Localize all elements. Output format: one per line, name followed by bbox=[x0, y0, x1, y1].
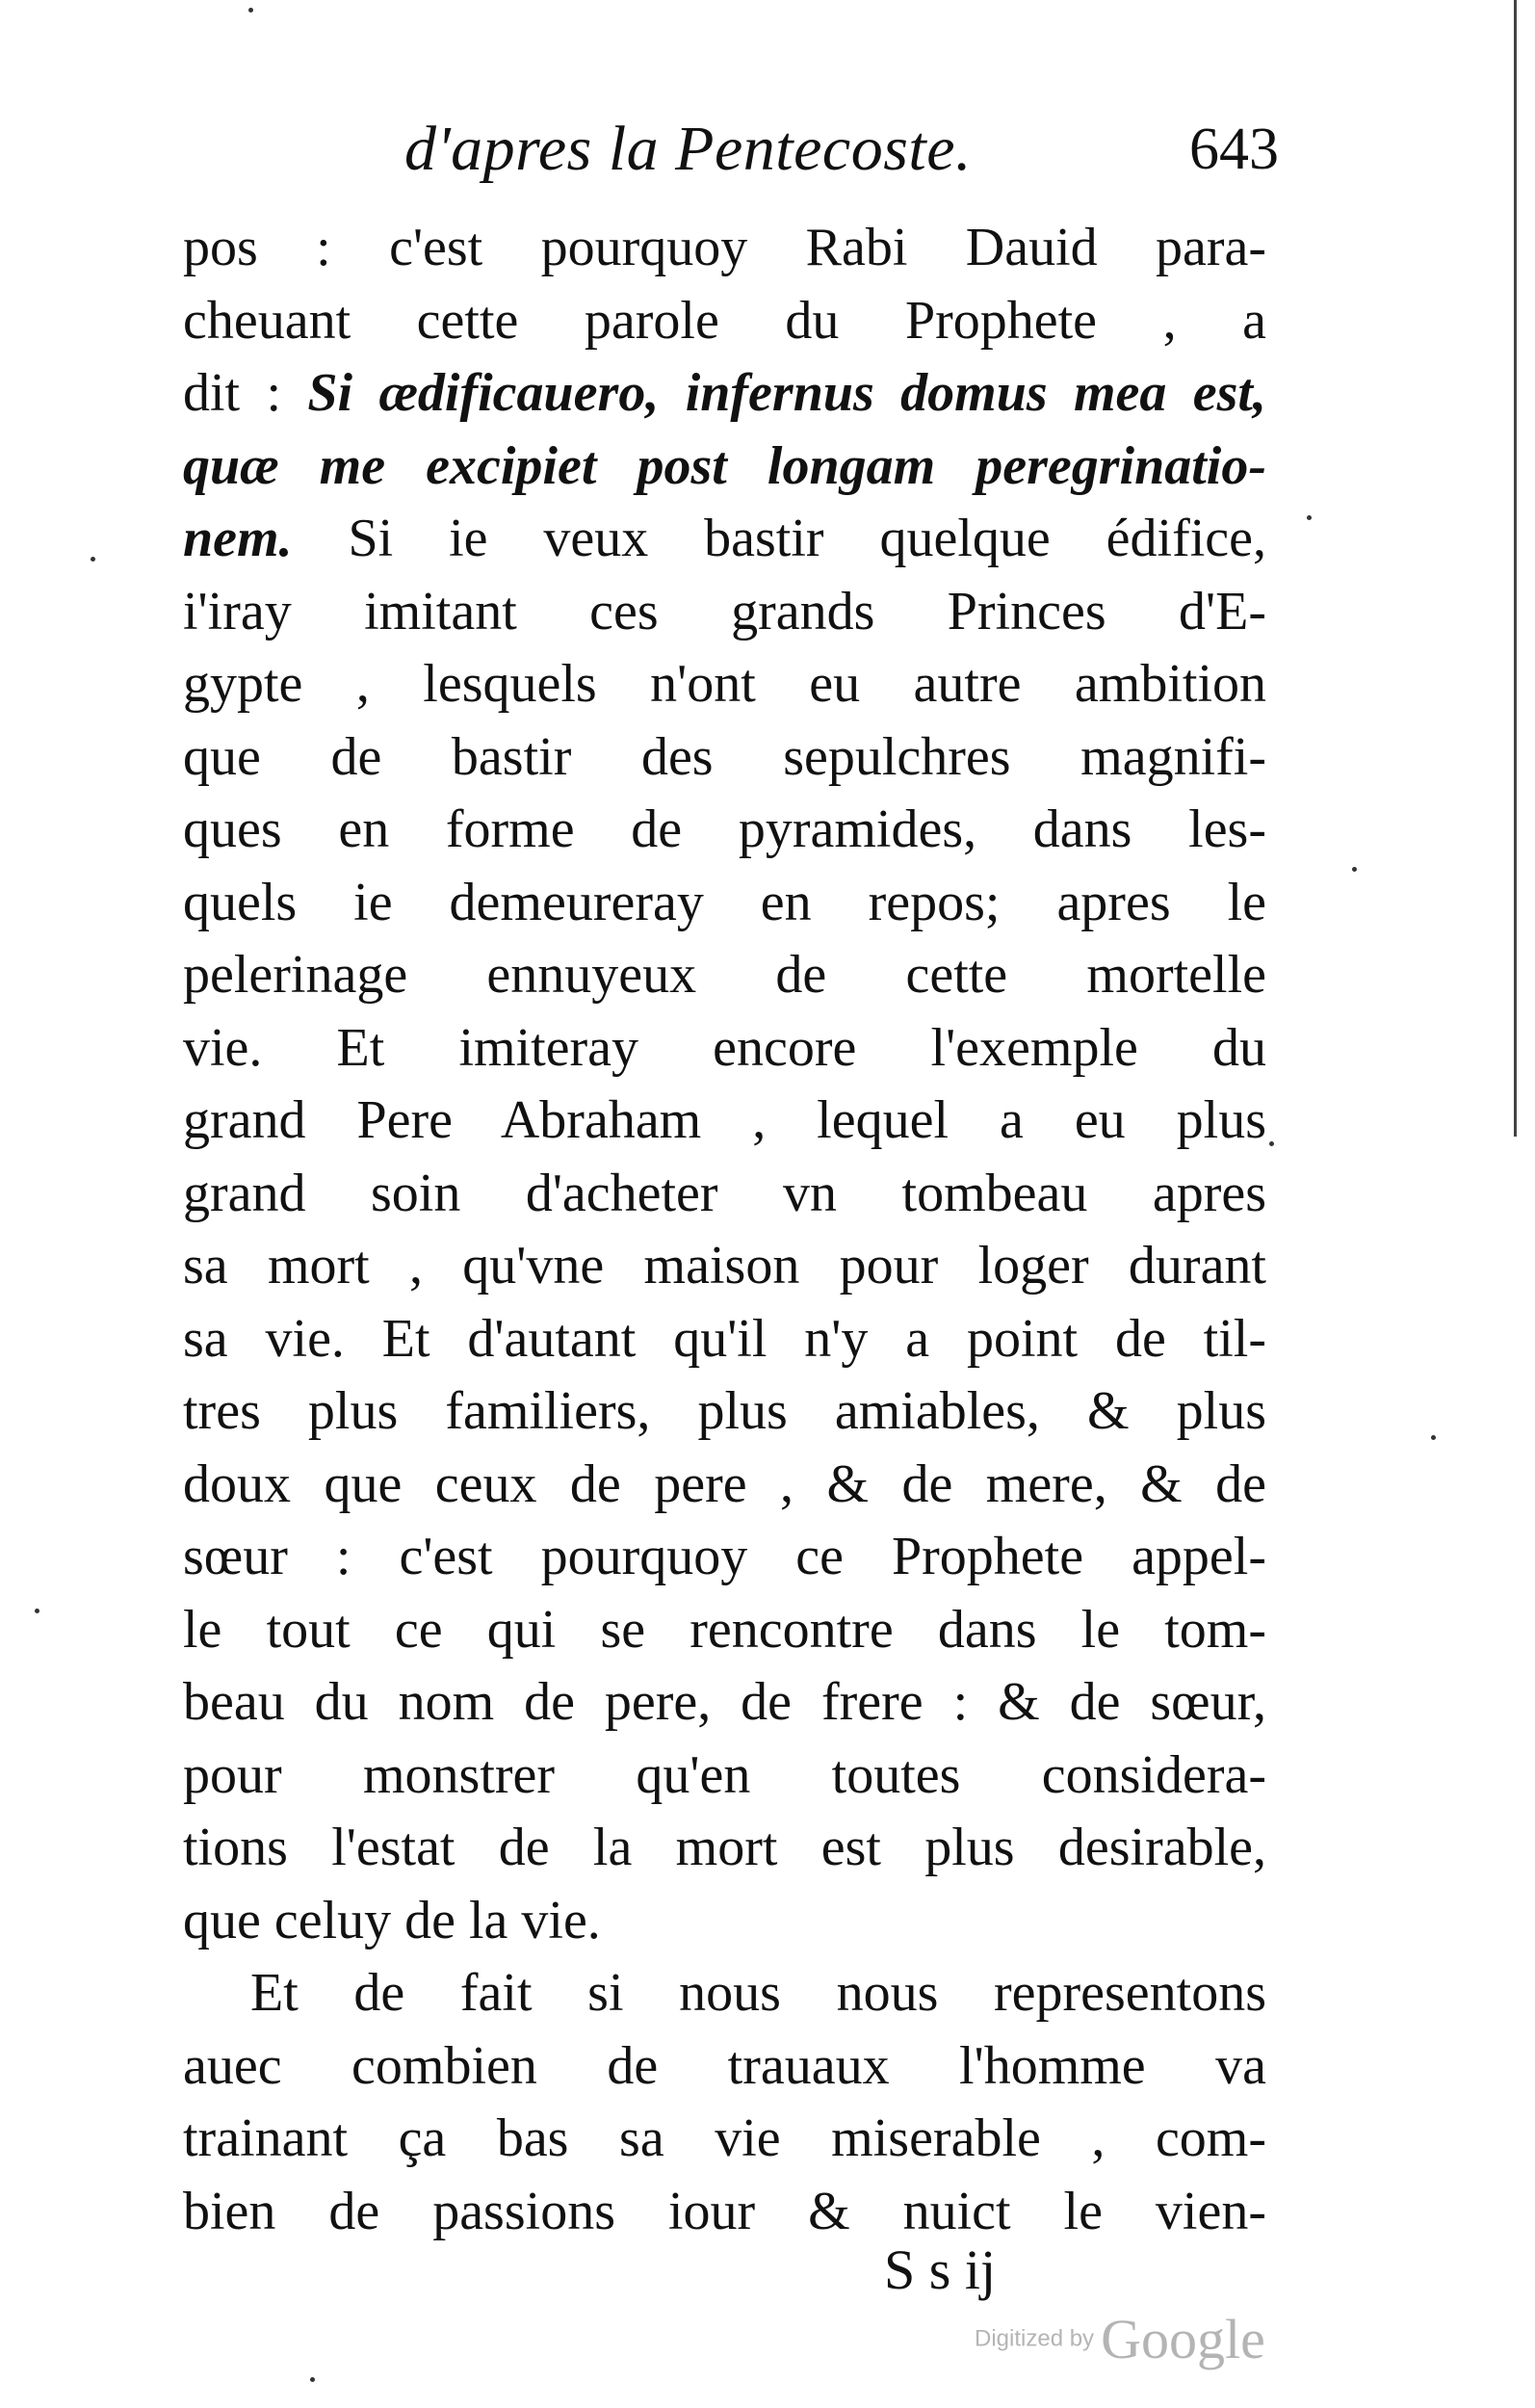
text-line bbox=[183, 1449, 1266, 1522]
text-run: ques en forme de pyramides, dans les- bbox=[183, 799, 1266, 859]
text-run: cheuant cette parole du Prophete , a bbox=[183, 290, 1266, 351]
text-line bbox=[183, 1230, 1266, 1303]
text-line bbox=[183, 939, 1266, 1012]
text-line bbox=[183, 1885, 1266, 1958]
text-line bbox=[183, 285, 1266, 358]
text-line bbox=[183, 1812, 1266, 1885]
body-text bbox=[183, 212, 1266, 2248]
text-run: grand Pere Abraham , lequel a eu plus bbox=[183, 1090, 1266, 1150]
text-run: dit : bbox=[183, 363, 308, 423]
text-line bbox=[183, 1085, 1266, 1158]
text-run: que de bastir des sepulchres magnifi- bbox=[183, 726, 1266, 787]
text-run: tres plus familiers, plus amiables, & plus bbox=[183, 1381, 1266, 1441]
text-run: tions l'estat de la mort est plus desirable, bbox=[183, 1818, 1266, 1877]
watermark-prefix: Digitized by bbox=[975, 2325, 1095, 2352]
scan-speck bbox=[35, 1609, 39, 1613]
text-run: que celuy de la vie. bbox=[183, 1890, 601, 1950]
text-run: vie. Et imiteray encore l'exemple du bbox=[183, 1017, 1266, 1078]
scan-speck bbox=[310, 2377, 315, 2382]
google-logo: Google bbox=[1101, 2308, 1265, 2370]
scan-speck bbox=[91, 557, 95, 562]
text-run: sa vie. Et d'autant qu'il n'y a point de til- bbox=[183, 1308, 1266, 1369]
text-run: bien de passions iour & nuict le vien- bbox=[183, 2181, 1266, 2241]
scan-speck bbox=[248, 8, 253, 13]
text-run: grand soin d'acheter vn tombeau apres bbox=[183, 1163, 1266, 1223]
scan-speck bbox=[1431, 1435, 1436, 1440]
text-line bbox=[183, 648, 1266, 721]
scan-speck bbox=[1307, 515, 1312, 520]
text-run: gypte , lesquels n'ont eu autre ambition bbox=[183, 654, 1266, 714]
text-line bbox=[183, 1303, 1266, 1376]
signature-mark: S s ij bbox=[884, 2238, 997, 2301]
text-line bbox=[183, 503, 1266, 576]
text-run: sa mort , qu'vne maison pour loger durant bbox=[183, 1236, 1266, 1296]
text-line bbox=[183, 357, 1266, 431]
text-run: quels ie demeureray en repos; apres le bbox=[183, 872, 1266, 932]
text-line bbox=[183, 867, 1266, 940]
text-line bbox=[183, 1012, 1266, 1086]
text-line bbox=[183, 1957, 1266, 2030]
text-line bbox=[183, 431, 1266, 504]
scan-speck bbox=[1269, 1141, 1274, 1146]
text-run: doux que ceux de pere , & de mere, & de bbox=[183, 1453, 1266, 1514]
text-line bbox=[183, 1666, 1266, 1740]
text-run: auec combien de trauaux l'homme va bbox=[183, 2035, 1266, 2096]
text-line bbox=[183, 576, 1266, 649]
running-head: d'apres la Pentecoste. bbox=[404, 114, 973, 184]
text-run: Et de fait si nous nous representons bbox=[250, 1963, 1266, 2023]
text-run: i'iray imitant ces grands Princes d'E- bbox=[183, 581, 1266, 641]
text-line bbox=[183, 1594, 1266, 1667]
text-run: pour monstrer qu'en toutes considera- bbox=[183, 1744, 1266, 1805]
text-line bbox=[183, 2030, 1266, 2104]
italic-quotation: nem. bbox=[183, 509, 293, 568]
text-line bbox=[183, 2176, 1266, 2249]
page-number: 643 bbox=[1189, 117, 1279, 182]
text-line bbox=[183, 794, 1266, 867]
text-run: pos : c'est pourquoy Rabi Dauid para- bbox=[183, 218, 1266, 277]
text-line bbox=[183, 1521, 1266, 1594]
text-run: sœur : c'est pourquoy ce Prophete appel- bbox=[183, 1527, 1266, 1586]
digitized-watermark bbox=[975, 2307, 1265, 2371]
text-line bbox=[183, 721, 1266, 795]
page-edge-rule bbox=[1514, 0, 1517, 1137]
text-line bbox=[183, 2103, 1266, 2176]
text-line bbox=[183, 1740, 1266, 1813]
text-run: pelerinage ennuyeux de cette mortelle bbox=[183, 945, 1266, 1005]
italic-quotation: Si ædificauero, infernus domus mea est, bbox=[307, 363, 1266, 423]
text-run: Si ie veux bastir quelque édifice, bbox=[292, 509, 1266, 568]
page-header bbox=[404, 108, 1290, 195]
text-run: trainant ça bas sa vie miserable , com- bbox=[183, 2108, 1266, 2168]
text-line bbox=[183, 212, 1266, 285]
scan-speck bbox=[1352, 867, 1357, 872]
text-line bbox=[183, 1158, 1266, 1231]
text-run: le tout ce qui se rencontre dans le tom- bbox=[183, 1599, 1266, 1660]
text-line bbox=[183, 1375, 1266, 1449]
text-run: beau du nom de pere, de frere : & de sœur, bbox=[183, 1672, 1266, 1732]
italic-quotation: quæ me excipiet post longam peregrinatio- bbox=[183, 435, 1266, 496]
